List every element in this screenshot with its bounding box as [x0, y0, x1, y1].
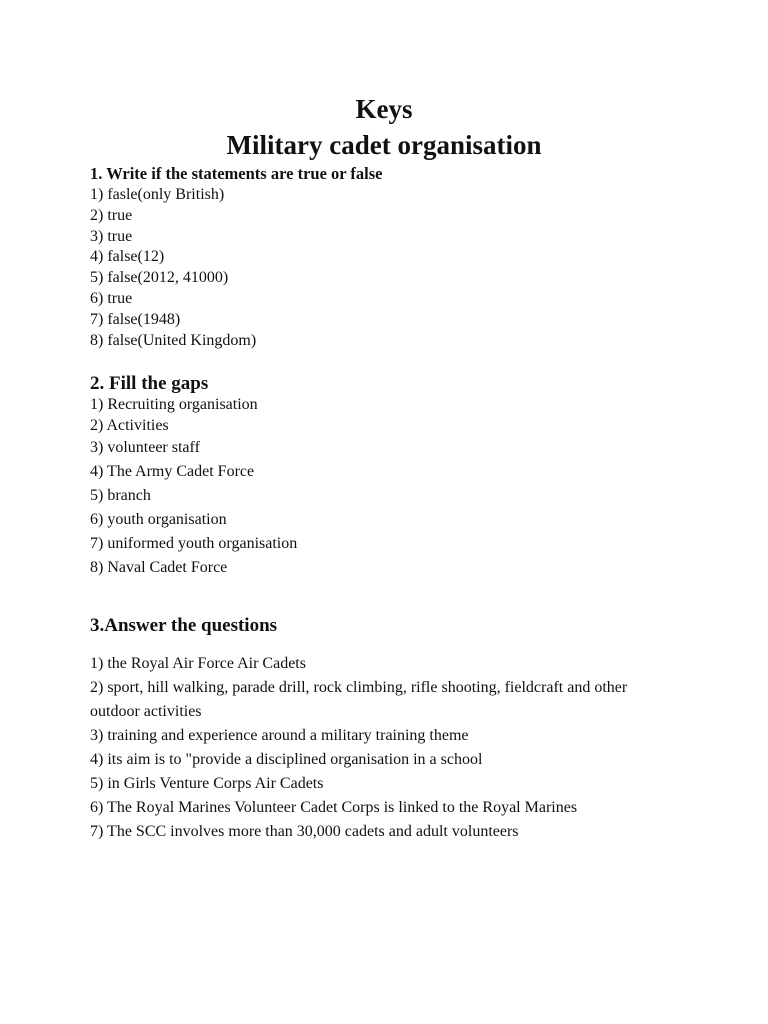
answer-item: 5) false(2012, 41000) [90, 269, 229, 287]
section-answer-questions [90, 614, 690, 844]
answer-item: 4) false(12) [90, 248, 165, 266]
answer-item: 4) its aim is to "provide a disciplined organisation in a school [90, 751, 483, 768]
document-title: Keys [355, 94, 413, 124]
answer-item: 3) true [90, 227, 133, 245]
answer-item: 7) The SCC involves more than 30,000 cadets and adult volunteers [90, 823, 519, 840]
answer-item: 5) in Girls Venture Corps Air Cadets [90, 775, 324, 792]
answer-item: 3) volunteer staff [90, 439, 200, 456]
answer-item: 8) Naval Cadet Force [90, 559, 228, 576]
answer-item: 4) The Army Cadet Force [90, 463, 255, 480]
answer-item: 6) The Royal Marines Volunteer Cadet Corps is linked to the Royal Marines [90, 799, 578, 816]
answer-item: 7) false(1948) [90, 310, 181, 328]
section-heading: 2. Fill the gaps [90, 373, 209, 394]
section-heading: 3.Answer the questions [90, 615, 278, 636]
answer-item: 1) the Royal Air Force Air Cadets [90, 655, 306, 672]
answer-item: 6) true [90, 289, 133, 307]
answer-item: 7) uniformed youth organisation [90, 535, 298, 552]
section-fill-gaps [90, 372, 690, 580]
answer-item: 1) Recruiting organisation [90, 396, 258, 413]
section-heading: 1. Write if the statements are true or false [90, 164, 383, 183]
answer-item: 2) Activities [90, 417, 169, 434]
section-true-false [90, 163, 690, 351]
answer-list [90, 652, 690, 844]
answer-list [90, 185, 690, 351]
answer-item: 8) false(United Kingdom) [90, 331, 257, 349]
answer-item: 6) youth organisation [90, 511, 227, 528]
answer-item: 2) true [90, 206, 133, 224]
answer-item: 2) sport, hill walking, parade drill, rock climbing, rifle shooting, fieldcraft and other outdoor activities [90, 679, 628, 720]
answer-item: 1) fasle(only British) [90, 186, 225, 203]
answer-list [90, 394, 690, 580]
answer-item: 5) branch [90, 487, 151, 504]
document-subtitle: Military cadet organisation [226, 130, 542, 160]
answer-item: 3) training and experience around a military training theme [90, 727, 469, 744]
